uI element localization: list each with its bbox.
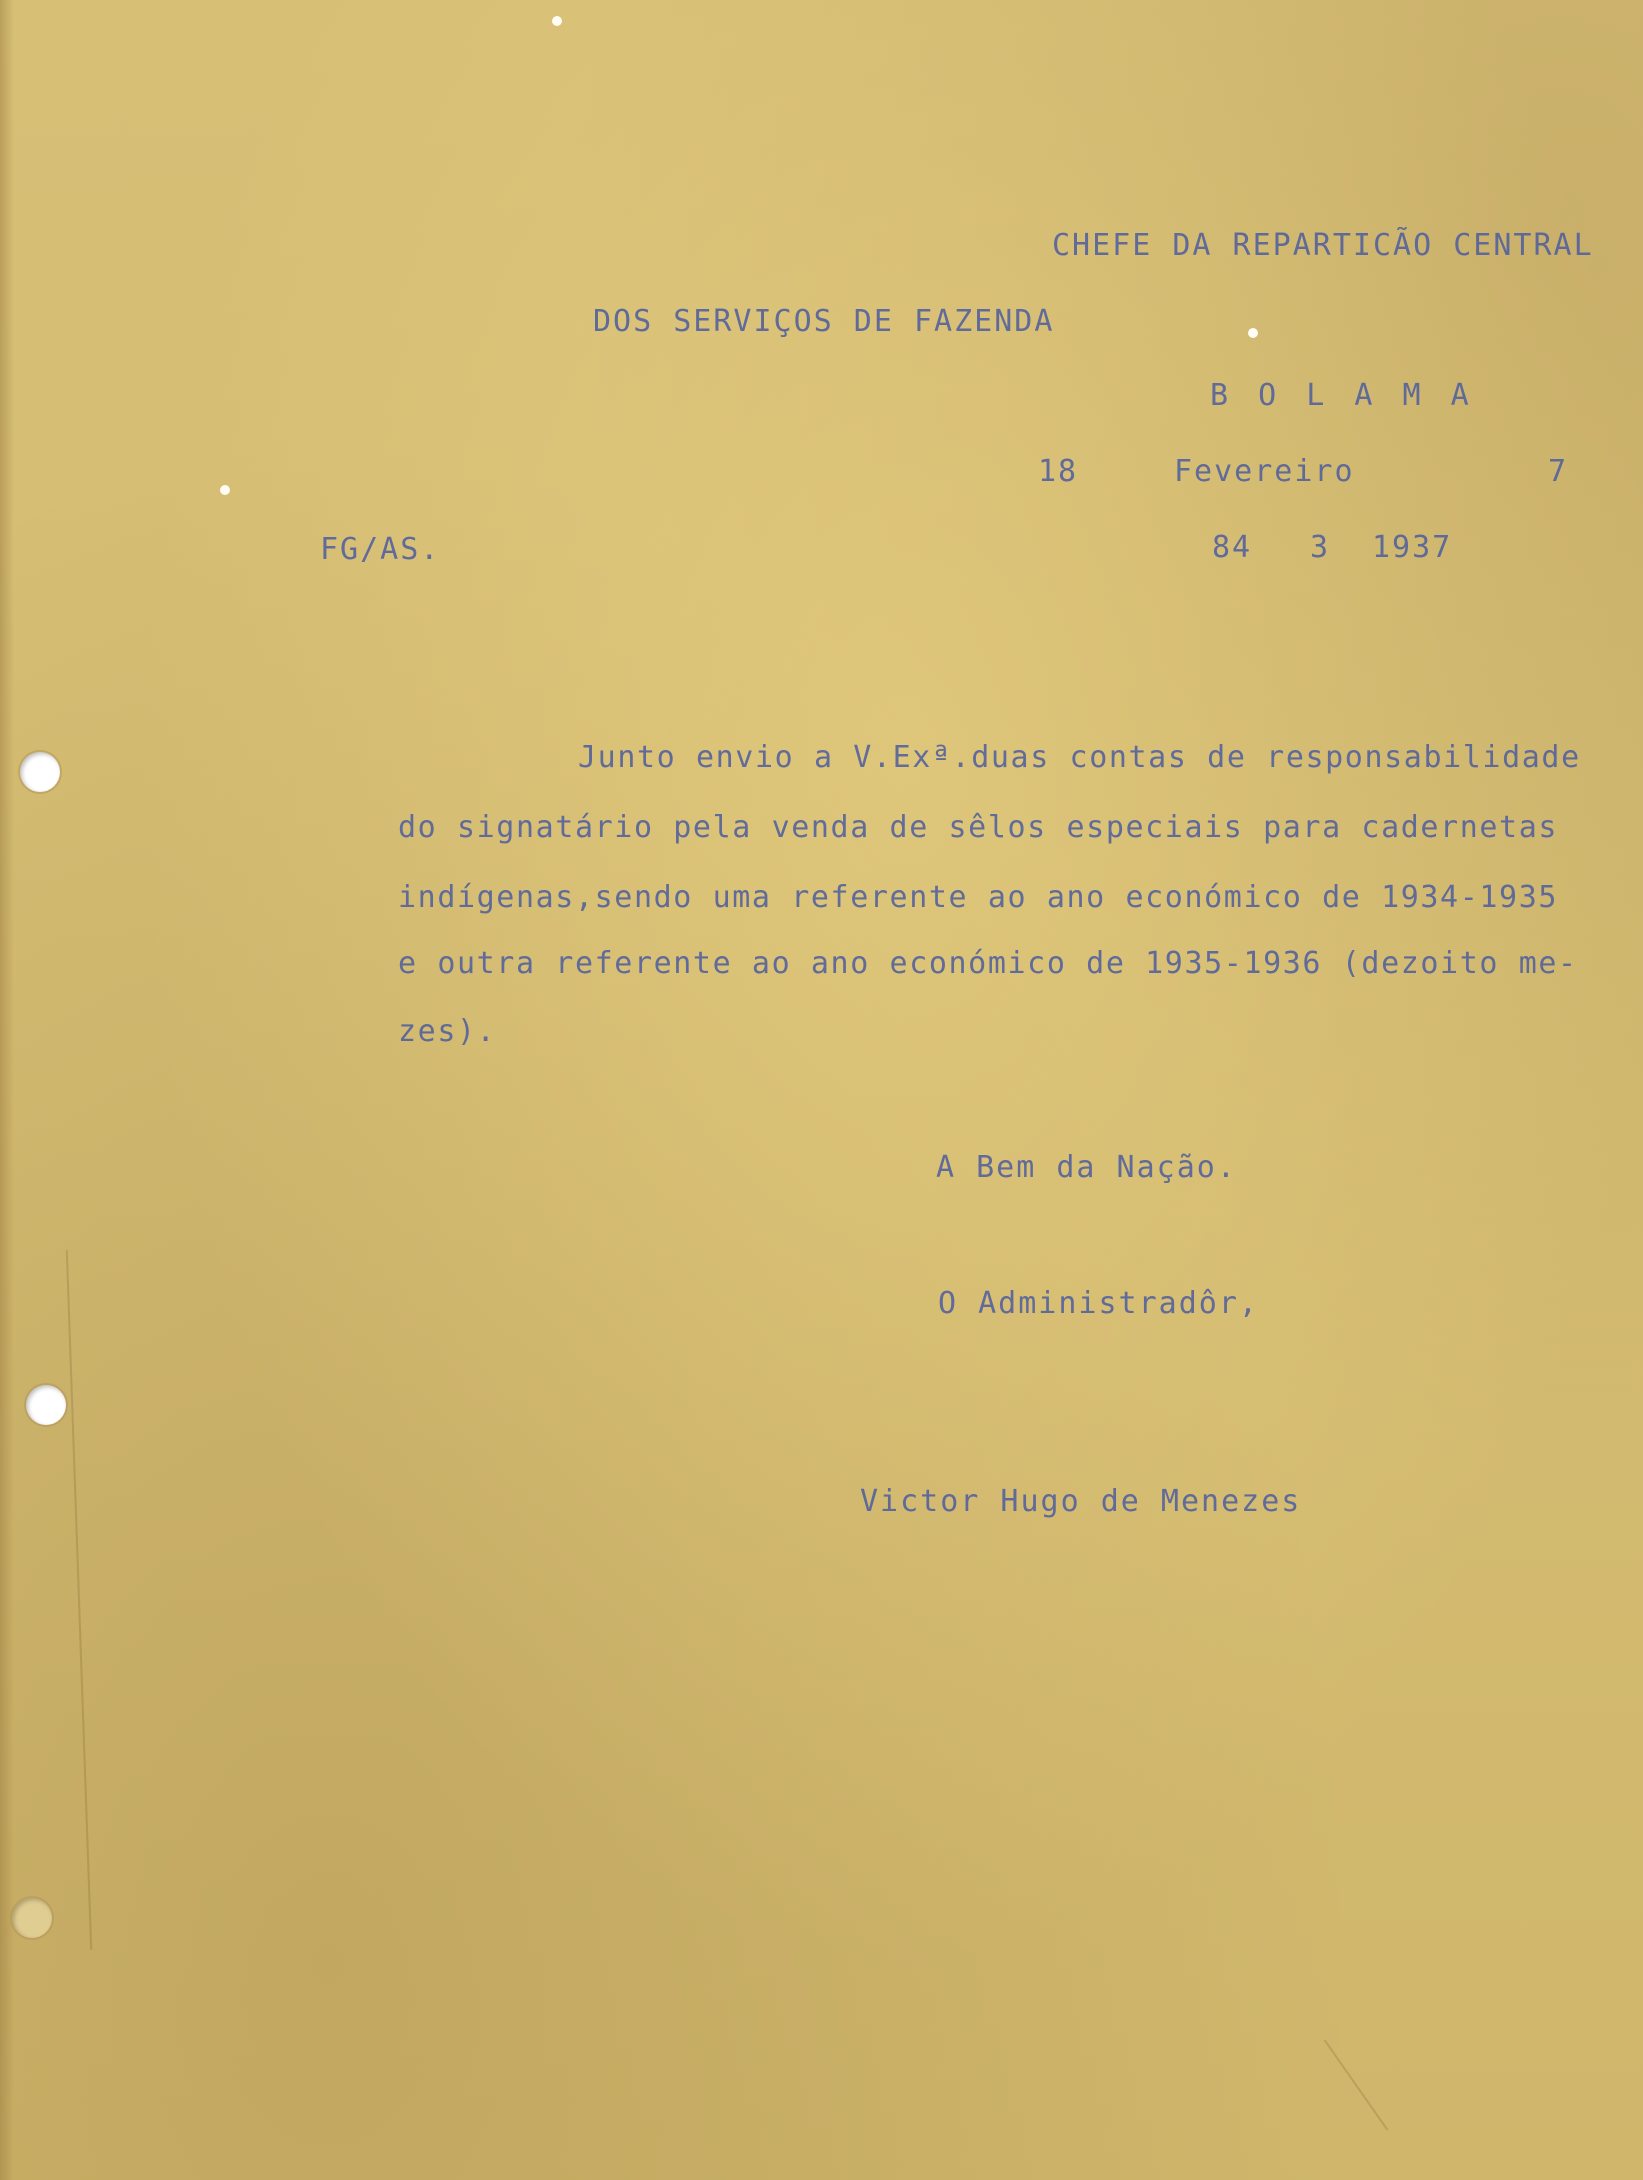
- date-day: 18: [1038, 454, 1079, 489]
- body-line-1: Junto envio a V.Exª.duas contas de responsabilidade: [578, 740, 1581, 775]
- place-name: B O L A M A: [1210, 378, 1475, 413]
- punch-hole-top: [20, 752, 60, 792]
- paper-speck: [552, 16, 562, 26]
- reference-number-2: 3: [1310, 530, 1331, 565]
- body-line-5: zes).: [398, 1014, 497, 1049]
- paper-edge-shadow: [0, 0, 14, 2180]
- paper-speck: [220, 485, 230, 495]
- reference-code: FG/AS.: [320, 532, 441, 567]
- body-line-3: indígenas,sendo uma referente ao ano económico de 1934-1935: [398, 880, 1559, 915]
- addressee-line-2: DOS SERVIÇOS DE FAZENDA: [593, 304, 1055, 339]
- body-line-4: e outra referente ao ano económico de 1935-1936 (dezoito me-: [398, 946, 1578, 981]
- date-number: 7: [1548, 454, 1569, 489]
- date-month: Fevereiro: [1174, 454, 1355, 489]
- paper-speck: [1248, 328, 1258, 338]
- reference-number-1: 84: [1212, 530, 1253, 565]
- paper-crease: [66, 1250, 92, 1950]
- punch-hole-bottom: [12, 1898, 52, 1938]
- body-line-2: do signatário pela venda de sêlos especiais para cadernetas: [398, 810, 1559, 845]
- punch-hole-middle: [26, 1385, 66, 1425]
- closing-line: A Bem da Nação.: [936, 1150, 1237, 1185]
- signatory-name: Victor Hugo de Menezes: [860, 1484, 1302, 1519]
- signatory-title: O Administradôr,: [938, 1286, 1259, 1321]
- addressee-line-1: CHEFE DA REPARTICÃO CENTRAL: [1052, 228, 1594, 263]
- paper-crease: [1324, 2039, 1389, 2130]
- reference-year: 1937: [1372, 530, 1453, 565]
